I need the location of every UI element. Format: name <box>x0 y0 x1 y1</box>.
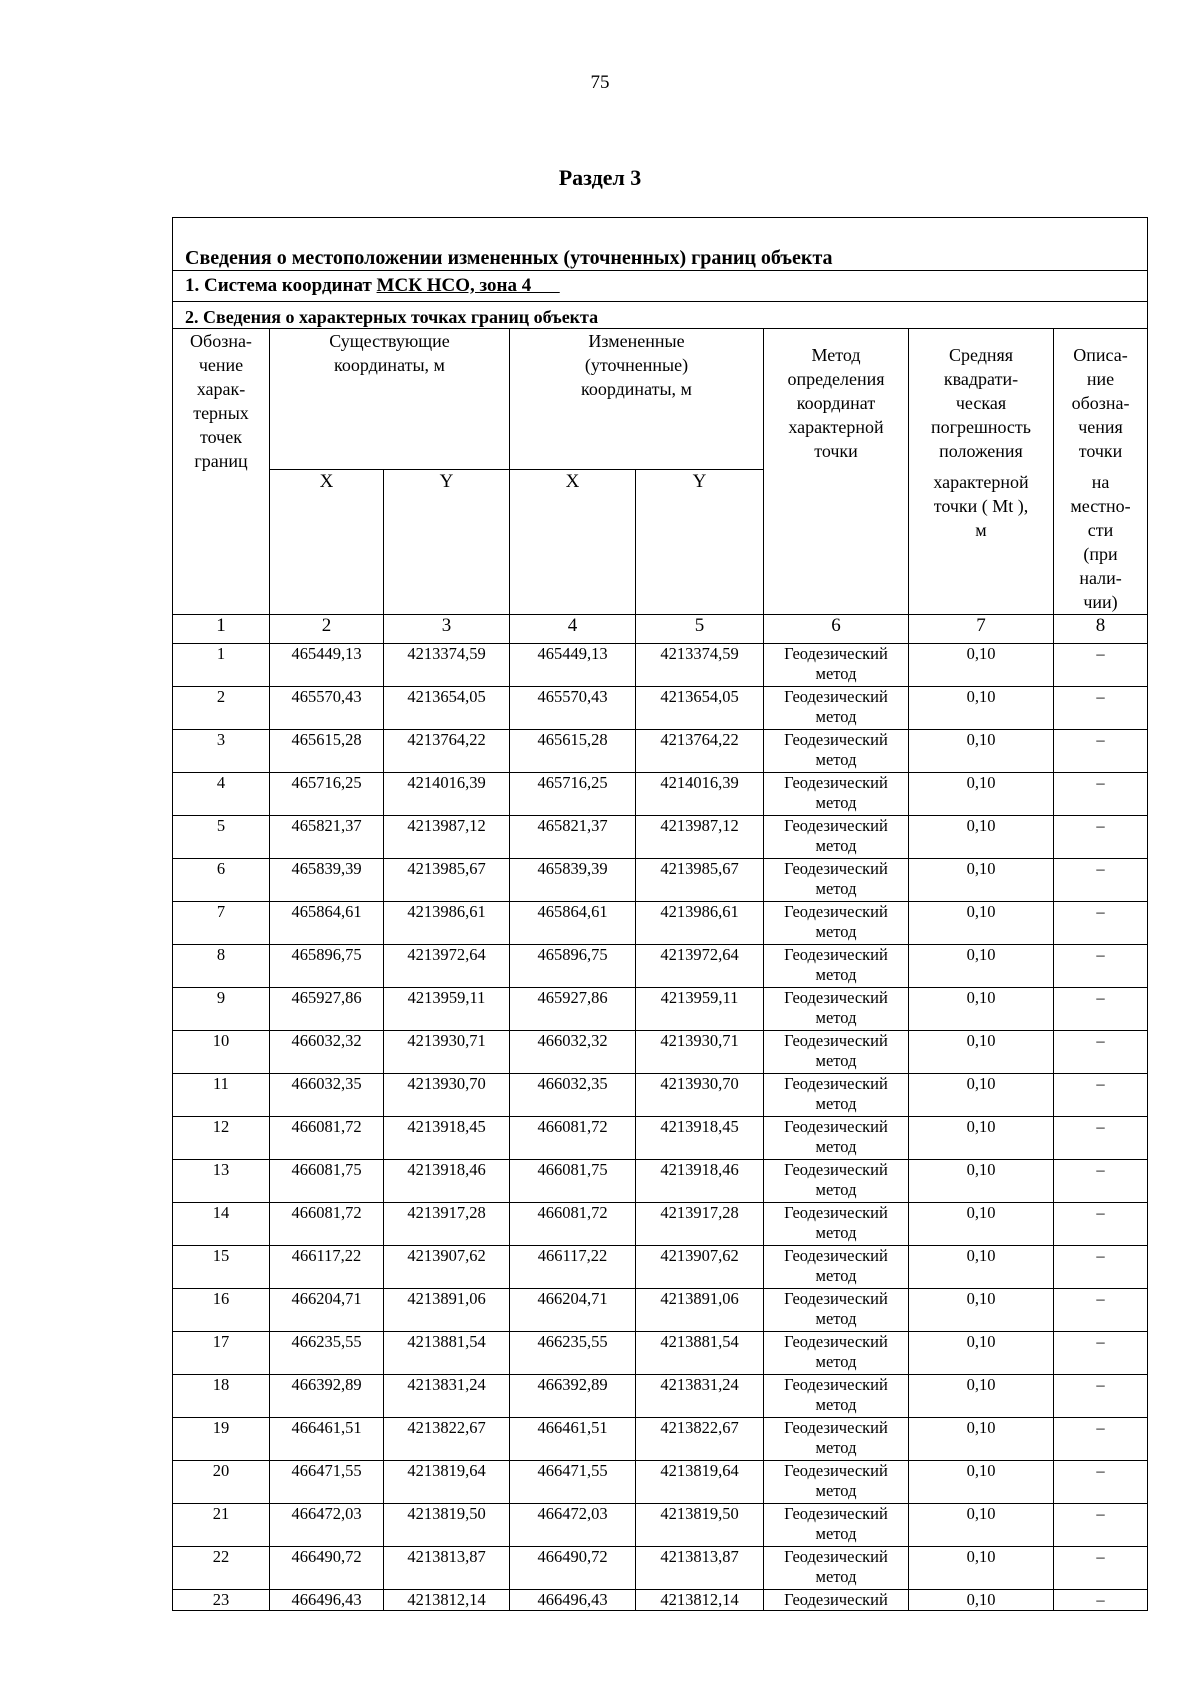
existing-x: 465839,39 <box>270 858 384 901</box>
column-number: 3 <box>384 614 510 643</box>
changed-x: 466117,22 <box>510 1245 636 1288</box>
coordinate-system-row <box>173 271 1148 302</box>
method: Геодезический метод <box>764 1159 909 1202</box>
method: Геодезический метод <box>764 1288 909 1331</box>
existing-y: 4213812,14 <box>384 1589 510 1610</box>
mean-error: 0,10 <box>909 944 1054 987</box>
table-row <box>173 987 1148 1030</box>
existing-x: 466471,55 <box>270 1460 384 1503</box>
coordinate-system-value: МСК НСО, зона 4 <box>376 275 560 296</box>
existing-y: 4213930,70 <box>384 1073 510 1116</box>
method: Геодезический метод <box>764 1503 909 1546</box>
existing-y: 4213972,64 <box>384 944 510 987</box>
changed-y: 4213813,87 <box>636 1546 764 1589</box>
mean-error: 0,10 <box>909 1073 1054 1116</box>
mean-error: 0,10 <box>909 1374 1054 1417</box>
method: Геодезический метод <box>764 1331 909 1374</box>
changed-y: 4213918,46 <box>636 1159 764 1202</box>
table-row <box>173 815 1148 858</box>
method: Геодезический метод <box>764 1202 909 1245</box>
mean-error: 0,10 <box>909 686 1054 729</box>
existing-y: 4213985,67 <box>384 858 510 901</box>
table-row <box>173 1331 1148 1374</box>
method: Геодезический метод <box>764 1245 909 1288</box>
table-row <box>173 643 1148 686</box>
existing-y: 4213918,46 <box>384 1159 510 1202</box>
method: Геодезический метод <box>764 1116 909 1159</box>
changed-x: 466081,75 <box>510 1159 636 1202</box>
table-row <box>173 858 1148 901</box>
mean-error: 0,10 <box>909 1202 1054 1245</box>
changed-x: 466032,35 <box>510 1073 636 1116</box>
description: – <box>1054 858 1148 901</box>
changed-y: 4213819,50 <box>636 1503 764 1546</box>
existing-x: 466496,43 <box>270 1589 384 1610</box>
table-row <box>173 1288 1148 1331</box>
description: – <box>1054 1245 1148 1288</box>
changed-x: 466204,71 <box>510 1288 636 1331</box>
mean-error: 0,10 <box>909 815 1054 858</box>
method: Геодезический метод <box>764 858 909 901</box>
mean-error: 0,10 <box>909 1546 1054 1589</box>
method: Геодезический метод <box>764 643 909 686</box>
description: – <box>1054 1288 1148 1331</box>
description: – <box>1054 1331 1148 1374</box>
header-designation: Обозна- чение харак- терных точек границ <box>173 329 270 615</box>
method: Геодезический метод <box>764 772 909 815</box>
header-description-bottom: на местно- сти (при нали- чии) <box>1054 470 1148 615</box>
table-title: Сведения о местоположении измененных (уточненных) границ объекта <box>173 218 1148 271</box>
changed-x: 465896,75 <box>510 944 636 987</box>
existing-x: 466490,72 <box>270 1546 384 1589</box>
point-number: 7 <box>173 901 270 944</box>
description: – <box>1054 987 1148 1030</box>
existing-y: 4213917,28 <box>384 1202 510 1245</box>
header-existing-y: Y <box>384 470 510 615</box>
existing-y: 4213831,24 <box>384 1374 510 1417</box>
header-error-top: Средняя квадрати- ческая погрешность положения <box>909 329 1054 470</box>
point-number: 22 <box>173 1546 270 1589</box>
point-number: 1 <box>173 643 270 686</box>
changed-y: 4213985,67 <box>636 858 764 901</box>
description: – <box>1054 686 1148 729</box>
table-row <box>173 1245 1148 1288</box>
point-number: 16 <box>173 1288 270 1331</box>
method: Геодезический метод <box>764 901 909 944</box>
changed-y: 4213881,54 <box>636 1331 764 1374</box>
table-row <box>173 1460 1148 1503</box>
changed-y: 4213891,06 <box>636 1288 764 1331</box>
changed-x: 466392,89 <box>510 1374 636 1417</box>
existing-x: 465615,28 <box>270 729 384 772</box>
mean-error: 0,10 <box>909 729 1054 772</box>
changed-y: 4213930,71 <box>636 1030 764 1073</box>
mean-error: 0,10 <box>909 1331 1054 1374</box>
changed-x: 465839,39 <box>510 858 636 901</box>
mean-error: 0,10 <box>909 1245 1054 1288</box>
description: – <box>1054 643 1148 686</box>
point-number: 18 <box>173 1374 270 1417</box>
existing-y: 4213891,06 <box>384 1288 510 1331</box>
point-number: 14 <box>173 1202 270 1245</box>
point-number: 23 <box>173 1589 270 1610</box>
point-number: 10 <box>173 1030 270 1073</box>
existing-x: 466117,22 <box>270 1245 384 1288</box>
table-row <box>173 1503 1148 1546</box>
mean-error: 0,10 <box>909 1030 1054 1073</box>
point-number: 21 <box>173 1503 270 1546</box>
changed-x: 465615,28 <box>510 729 636 772</box>
method: Геодезический метод <box>764 686 909 729</box>
method: Геодезический метод <box>764 1417 909 1460</box>
mean-error: 0,10 <box>909 643 1054 686</box>
column-number: 6 <box>764 614 909 643</box>
coordinate-system-label: 1. Система координат <box>185 275 372 296</box>
method: Геодезический метод <box>764 729 909 772</box>
table-row <box>173 901 1148 944</box>
existing-x: 465716,25 <box>270 772 384 815</box>
changed-y: 4213917,28 <box>636 1202 764 1245</box>
existing-y: 4213987,12 <box>384 815 510 858</box>
boundary-points-table <box>172 217 1148 1611</box>
changed-y: 4214016,39 <box>636 772 764 815</box>
changed-y: 4213907,62 <box>636 1245 764 1288</box>
table-row <box>173 1417 1148 1460</box>
point-number: 11 <box>173 1073 270 1116</box>
existing-y: 4213822,67 <box>384 1417 510 1460</box>
method: Геодезический метод <box>764 1546 909 1589</box>
existing-x: 466392,89 <box>270 1374 384 1417</box>
changed-y: 4213987,12 <box>636 815 764 858</box>
existing-y: 4213813,87 <box>384 1546 510 1589</box>
existing-y: 4214016,39 <box>384 772 510 815</box>
page-number: 75 <box>590 72 610 93</box>
table-row <box>173 1374 1148 1417</box>
column-number: 7 <box>909 614 1054 643</box>
description: – <box>1054 1546 1148 1589</box>
existing-x: 466081,75 <box>270 1159 384 1202</box>
existing-y: 4213930,71 <box>384 1030 510 1073</box>
changed-y: 4213374,59 <box>636 643 764 686</box>
description: – <box>1054 729 1148 772</box>
column-number: 4 <box>510 614 636 643</box>
existing-y: 4213907,62 <box>384 1245 510 1288</box>
table-row <box>173 1030 1148 1073</box>
header-changed-x: X <box>510 470 636 615</box>
point-number: 15 <box>173 1245 270 1288</box>
section-title: Раздел 3 <box>558 165 642 190</box>
table-row <box>173 1202 1148 1245</box>
point-number: 19 <box>173 1417 270 1460</box>
point-number: 17 <box>173 1331 270 1374</box>
mean-error: 0,10 <box>909 1503 1054 1546</box>
changed-x: 466081,72 <box>510 1202 636 1245</box>
changed-x: 466235,55 <box>510 1331 636 1374</box>
existing-x: 466472,03 <box>270 1503 384 1546</box>
existing-y: 4213918,45 <box>384 1116 510 1159</box>
mean-error: 0,10 <box>909 1159 1054 1202</box>
header-existing-coords: Существующие координаты, м <box>270 329 510 470</box>
description: – <box>1054 1116 1148 1159</box>
header-changed-y: Y <box>636 470 764 615</box>
description: – <box>1054 1589 1148 1610</box>
changed-y: 4213986,61 <box>636 901 764 944</box>
changed-y: 4213972,64 <box>636 944 764 987</box>
table-row <box>173 729 1148 772</box>
changed-y: 4213831,24 <box>636 1374 764 1417</box>
mean-error: 0,10 <box>909 772 1054 815</box>
description: – <box>1054 1159 1148 1202</box>
changed-y: 4213819,64 <box>636 1460 764 1503</box>
description: – <box>1054 1030 1148 1073</box>
point-number: 5 <box>173 815 270 858</box>
changed-x: 466471,55 <box>510 1460 636 1503</box>
existing-x: 465927,86 <box>270 987 384 1030</box>
point-number: 3 <box>173 729 270 772</box>
table-row <box>173 1116 1148 1159</box>
mean-error: 0,10 <box>909 1460 1054 1503</box>
method: Геодезический метод <box>764 1460 909 1503</box>
table-row <box>173 1589 1148 1610</box>
changed-y: 4213812,14 <box>636 1589 764 1610</box>
description: – <box>1054 772 1148 815</box>
existing-x: 466081,72 <box>270 1202 384 1245</box>
table-row <box>173 1159 1148 1202</box>
existing-x: 465449,13 <box>270 643 384 686</box>
description: – <box>1054 1417 1148 1460</box>
header-description-top: Описа- ние обозна- чения точки <box>1054 329 1148 470</box>
changed-y: 4213959,11 <box>636 987 764 1030</box>
existing-x: 465821,37 <box>270 815 384 858</box>
header-existing-x: X <box>270 470 384 615</box>
table-row <box>173 772 1148 815</box>
header-method: Метод определения координат характерной точки <box>764 329 909 615</box>
point-number: 9 <box>173 987 270 1030</box>
column-number: 1 <box>173 614 270 643</box>
existing-y: 4213819,64 <box>384 1460 510 1503</box>
existing-x: 466032,35 <box>270 1073 384 1116</box>
existing-x: 466204,71 <box>270 1288 384 1331</box>
method: Геодезический метод <box>764 1030 909 1073</box>
header-changed-coords: Измененные (уточненные) координаты, м <box>510 329 764 470</box>
table-row <box>173 944 1148 987</box>
existing-x: 466235,55 <box>270 1331 384 1374</box>
existing-y: 4213986,61 <box>384 901 510 944</box>
method: Геодезический метод <box>764 1374 909 1417</box>
existing-x: 466081,72 <box>270 1116 384 1159</box>
column-number: 5 <box>636 614 764 643</box>
mean-error: 0,10 <box>909 987 1054 1030</box>
point-number: 4 <box>173 772 270 815</box>
table-row <box>173 1546 1148 1589</box>
changed-x: 465821,37 <box>510 815 636 858</box>
column-number: 2 <box>270 614 384 643</box>
description: – <box>1054 815 1148 858</box>
column-number: 8 <box>1054 614 1148 643</box>
existing-y: 4213881,54 <box>384 1331 510 1374</box>
existing-x: 465896,75 <box>270 944 384 987</box>
description: – <box>1054 1374 1148 1417</box>
description: – <box>1054 1202 1148 1245</box>
existing-y: 4213819,50 <box>384 1503 510 1546</box>
changed-x: 465927,86 <box>510 987 636 1030</box>
changed-x: 466081,72 <box>510 1116 636 1159</box>
header-error-bottom: характерной точки ( Mt ), м <box>909 470 1054 615</box>
method: Геодезический метод <box>764 987 909 1030</box>
changed-x: 465864,61 <box>510 901 636 944</box>
mean-error: 0,10 <box>909 1417 1054 1460</box>
changed-y: 4213822,67 <box>636 1417 764 1460</box>
description: – <box>1054 944 1148 987</box>
changed-x: 466490,72 <box>510 1546 636 1589</box>
changed-y: 4213764,22 <box>636 729 764 772</box>
description: – <box>1054 1460 1148 1503</box>
method: Геодезический <box>764 1589 909 1610</box>
mean-error: 0,10 <box>909 858 1054 901</box>
description: – <box>1054 901 1148 944</box>
points-section-title: 2. Сведения о характерных точках границ объекта <box>173 302 1148 329</box>
existing-y: 4213764,22 <box>384 729 510 772</box>
existing-y: 4213654,05 <box>384 686 510 729</box>
mean-error: 0,10 <box>909 901 1054 944</box>
changed-y: 4213918,45 <box>636 1116 764 1159</box>
mean-error: 0,10 <box>909 1288 1054 1331</box>
changed-x: 466032,32 <box>510 1030 636 1073</box>
changed-x: 466472,03 <box>510 1503 636 1546</box>
table-row <box>173 686 1148 729</box>
changed-y: 4213930,70 <box>636 1073 764 1116</box>
point-number: 20 <box>173 1460 270 1503</box>
point-number: 2 <box>173 686 270 729</box>
point-number: 13 <box>173 1159 270 1202</box>
existing-x: 465864,61 <box>270 901 384 944</box>
point-number: 8 <box>173 944 270 987</box>
method: Геодезический метод <box>764 815 909 858</box>
mean-error: 0,10 <box>909 1116 1054 1159</box>
description: – <box>1054 1503 1148 1546</box>
description: – <box>1054 1073 1148 1116</box>
point-number: 6 <box>173 858 270 901</box>
existing-x: 466461,51 <box>270 1417 384 1460</box>
column-number-row <box>173 614 1148 643</box>
existing-x: 465570,43 <box>270 686 384 729</box>
changed-x: 465570,43 <box>510 686 636 729</box>
changed-x: 466496,43 <box>510 1589 636 1610</box>
changed-x: 465716,25 <box>510 772 636 815</box>
existing-y: 4213374,59 <box>384 643 510 686</box>
mean-error: 0,10 <box>909 1589 1054 1610</box>
changed-x: 465449,13 <box>510 643 636 686</box>
existing-x: 466032,32 <box>270 1030 384 1073</box>
changed-y: 4213654,05 <box>636 686 764 729</box>
method: Геодезический метод <box>764 944 909 987</box>
point-number: 12 <box>173 1116 270 1159</box>
table-row <box>173 1073 1148 1116</box>
existing-y: 4213959,11 <box>384 987 510 1030</box>
changed-x: 466461,51 <box>510 1417 636 1460</box>
method: Геодезический метод <box>764 1073 909 1116</box>
